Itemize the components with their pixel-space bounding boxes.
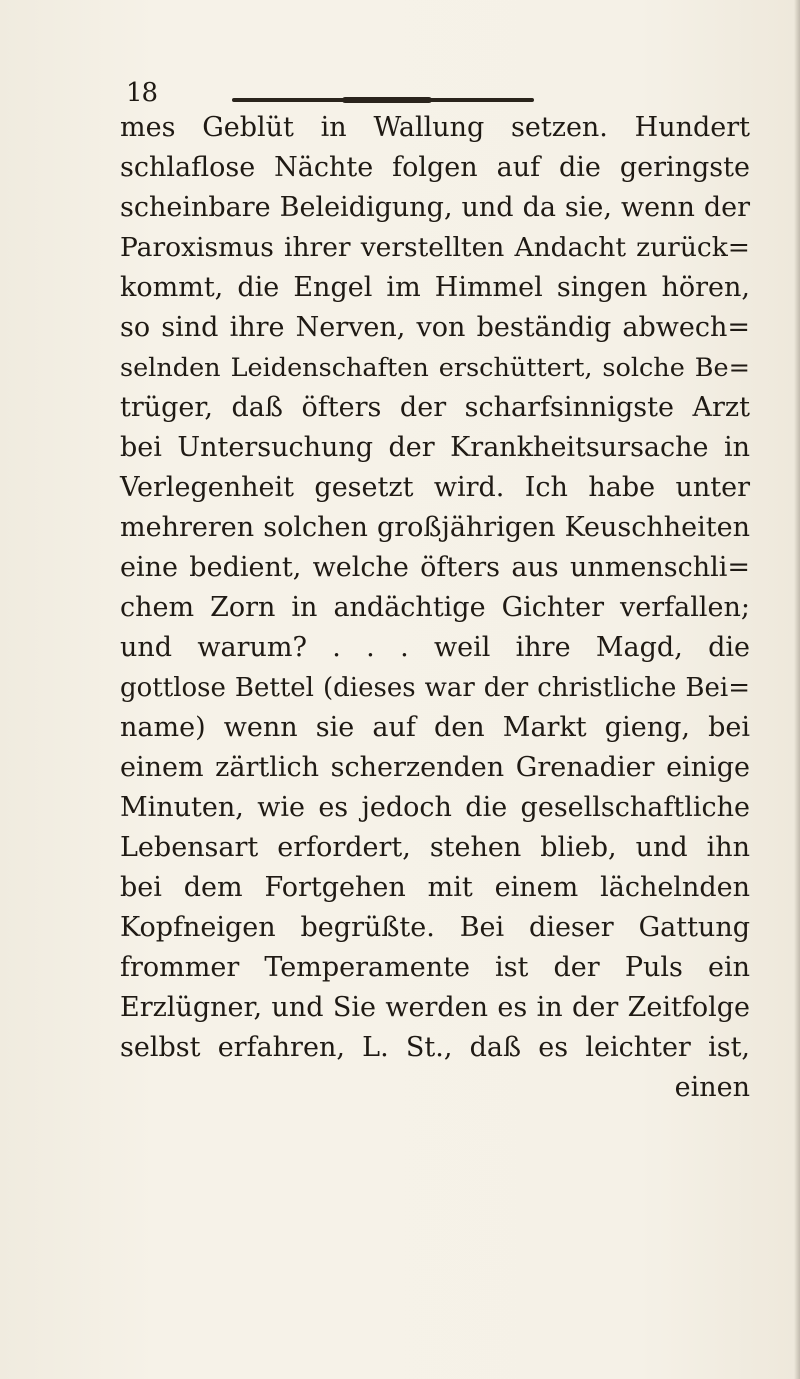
text-line: gottlose Bettel (dieses war der christliche Bei= xyxy=(120,673,750,703)
text-line: Paroxismus ihrer verstellten Andacht zurück= xyxy=(120,232,750,263)
body-text xyxy=(120,108,750,1108)
text-line: kommt, die Engel im Himmel singen hören, xyxy=(120,272,750,303)
text-line: frommer Temperamente ist der Puls ein xyxy=(120,952,750,983)
text-line: selnden Leidenschaften erschüttert, solche Be= xyxy=(120,353,750,383)
text-line: bei dem Fortgehen mit einem lächelnden xyxy=(120,872,750,903)
text-line: Minuten, wie es jedoch die gesellschaftliche xyxy=(120,792,750,823)
header-rule xyxy=(232,98,534,102)
text-line: Verlegenheit gesetzt wird. Ich habe unter xyxy=(120,472,750,503)
text-line: einem zärtlich scherzenden Grenadier einige xyxy=(120,752,750,783)
text-line: schlaflose Nächte folgen auf die geringste xyxy=(120,152,750,183)
catchword: einen xyxy=(674,1072,750,1103)
text-line: eine bedient, welche öfters aus unmenschli= xyxy=(120,552,750,583)
text-line: name) wenn sie auf den Markt gieng, bei xyxy=(120,712,750,743)
text-line: Lebensart erfordert, stehen blieb, und ihn xyxy=(120,832,750,863)
text-line: scheinbare Beleidigung, und da sie, wenn der xyxy=(120,192,750,223)
text-line: selbst erfahren, L. St., daß es leichter ist, xyxy=(120,1032,750,1063)
text-line: Erzlügner, und Sie werden es in der Zeitfolge xyxy=(120,992,750,1023)
text-line: bei Untersuchung der Krankheitsursache in xyxy=(120,432,750,463)
text-line: mes Geblüt in Wallung setzen. Hundert xyxy=(120,112,750,143)
text-line: chem Zorn in andächtige Gichter verfallen; xyxy=(120,592,750,623)
text-line: und warum? . . . weil ihre Magd, die xyxy=(120,632,750,663)
text-line: Kopfneigen begrüßte. Bei dieser Gattung xyxy=(120,912,750,943)
page-edge-shadow xyxy=(794,0,800,1379)
text-line: trüger, daß öfters der scharfsinnigste Arzt xyxy=(120,392,750,423)
text-line: so sind ihre Nerven, von beständig abwech= xyxy=(120,312,750,343)
text-line: mehreren solchen großjährigen Keuschheiten xyxy=(120,512,750,543)
page-number: 18 xyxy=(126,78,158,108)
